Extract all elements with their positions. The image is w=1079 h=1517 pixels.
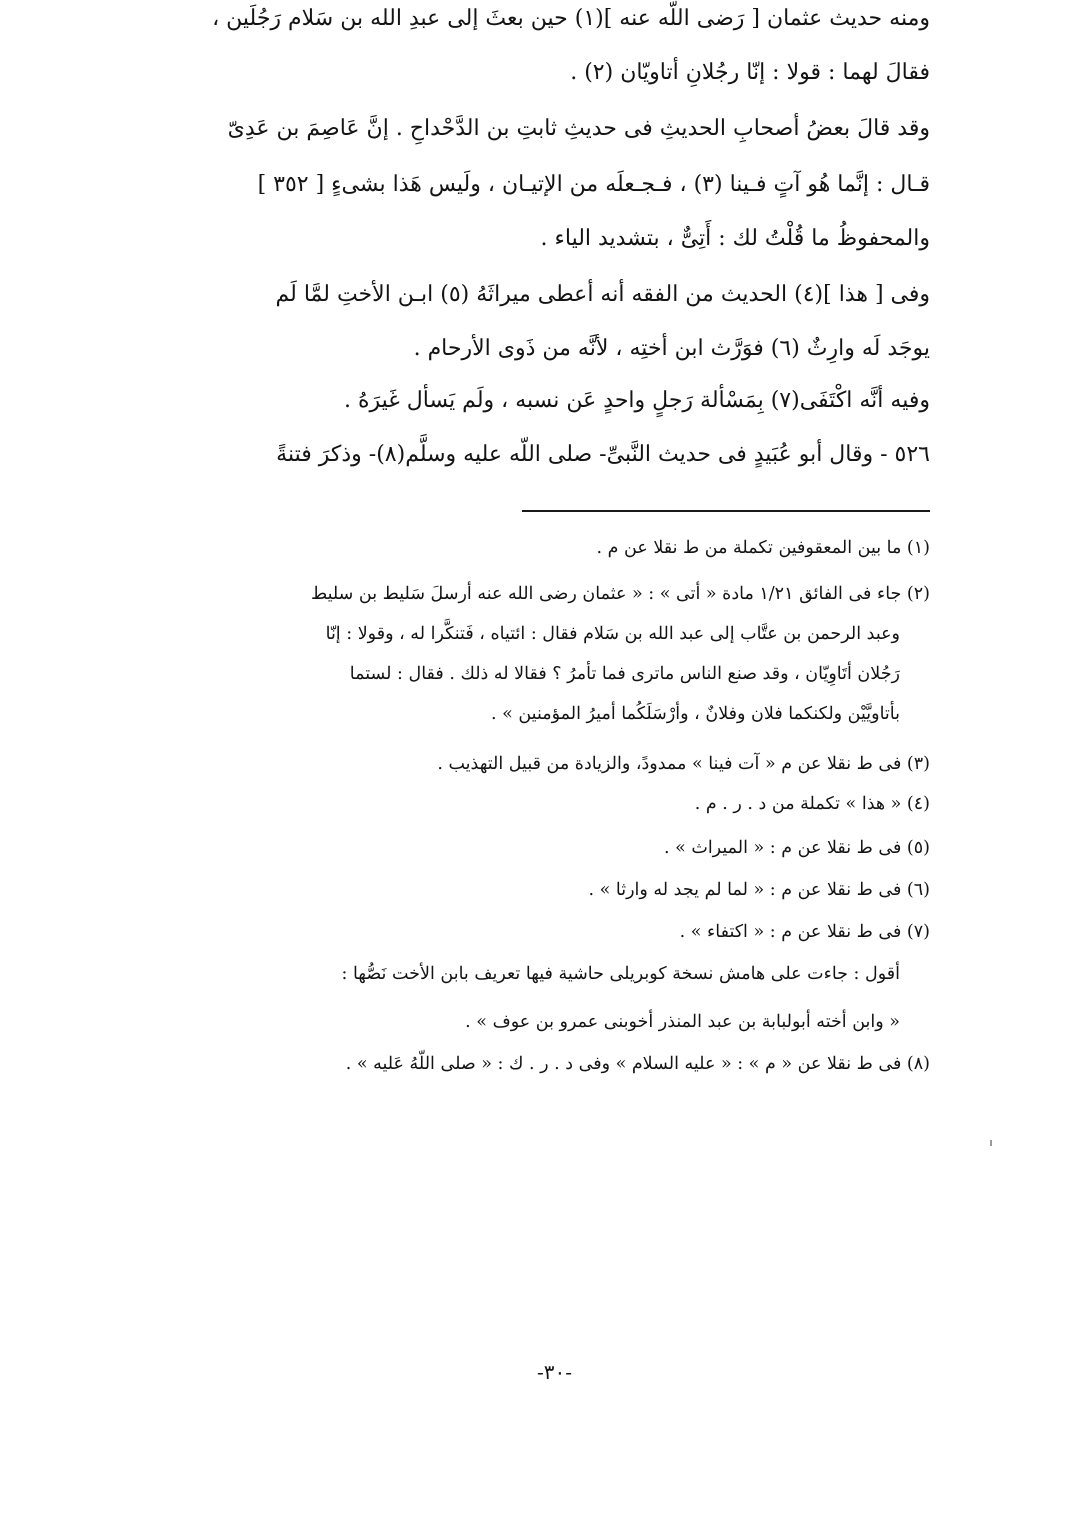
main-line-4: قـال : إنَّما هُو آتٍ فـينا (٣) ، فـجـعلَه من الإتيـان ، ولَيس هَذا بشىءٍ [ ٣٥٢ ]	[257, 172, 930, 197]
footnote-7: (٧) فى ط نقلا عن م : « اكتفاء » .	[679, 922, 930, 942]
footnote-7-note-1: أقول : جاءت على هامش نسخة كوبريلى حاشية فيها تعريف بابن الأخت نَصُّها :	[341, 964, 900, 984]
main-line-5: والمحفوظُ ما قُلْتُ لك : أَتِىٌّ ، بتشديد الياء .	[540, 226, 930, 251]
footnote-1: (١) ما بين المعقوفين تكملة من ط نقلا عن م .	[596, 538, 930, 558]
footnote-8: (٨) فى ط نقلا عن « م » : « عليه السلام » وفى د . ر . ك : « صلى اللّهُ عَليه » .	[345, 1054, 930, 1074]
footnote-7-note-2: « وابن أخته أبولبابة بن عبد المنذر أخوبنى عمرو بن عوف » .	[465, 1012, 900, 1032]
footnote-2-cont-3: بأتاويَّيْن ولكنكما فلان وفلانٌ ، وأرْسَلَكُما أميرُ المؤمنين » .	[490, 704, 900, 724]
main-line-9: ٥٢٦ - وقال أبو عُبَيدٍ فى حديث النَّبىِّ- صلى اللّه عليه وسلَّم(٨)- وذكرَ فتنةً	[276, 442, 930, 467]
footnote-3: (٣) فى ط نقلا عن م « آت فينا » ممدودً، والزيادة من قبيل التهذيب .	[437, 754, 930, 774]
page-number	[0, 1360, 1079, 1384]
main-line-6: وفى [ هذا ](٤) الحديث من الفقه أنه أعطى ميراثَهُ (٥) ابـن الأختِ لمَّا لَم	[275, 282, 930, 307]
main-line-8: وفيه أنَّه اكْتَفَى(٧) بِمَسْألة رَجلٍ واحدٍ عَن نسبه ، ولَم يَسأل غَيرَهُ .	[343, 388, 930, 413]
page-number-text: -٣٠-	[536, 1360, 572, 1384]
main-line-3: وقد قالَ بعضُ أصحابِ الحديثِ فى حديثِ ثابتِ بن الدَّحْداحِ . إنَّ عَاصِمَ بن عَدِىّ	[227, 116, 930, 141]
footnote-4: (٤) « هذا » تكملة من د . ر . م .	[694, 794, 930, 814]
main-line-7: يوجَد لَه وارِثٌ (٦) فوَرَّث ابن أختِه ، لأنَّه من ذَوى الأرحام .	[413, 336, 930, 361]
footnote-2-cont-1: وعبد الرحمن بن عتَّاب إلى عبد الله بن سَلام فقال : ائتياه ، فَتنكَّرا له ، وقولا : إنّا	[325, 624, 900, 644]
main-line-2: فقالَ لهما : قولا : إنّا رجُلانِ أتاويّان (٢) .	[570, 60, 930, 85]
footnote-2-cont-2: رَجُلان أتَاوِيّان ، وقد صنع الناس ماترى فما تأمرُ ؟ فقالا له ذلك . فقال : لستما	[349, 664, 900, 684]
footnote-5: (٥) فى ط نقلا عن م : « الميراث » .	[663, 838, 930, 858]
scan-speck	[990, 1140, 992, 1146]
footnote-2: (٢) جاء فى الفائق ١/٢١ مادة « أتى » : « عثمان رضى الله عنه أرسلَ سَليط بن سليط	[310, 584, 930, 604]
footnote-6: (٦) فى ط نقلا عن م : « لما لم يجد له وارثا » .	[588, 880, 930, 900]
footnote-divider	[522, 510, 930, 512]
main-line-1: ومنه حديث عثمان [ رَضى اللّه عنه ](١) حين بعثَ إلى عبدِ الله بن سَلام رَجُلَين ،	[212, 6, 930, 31]
